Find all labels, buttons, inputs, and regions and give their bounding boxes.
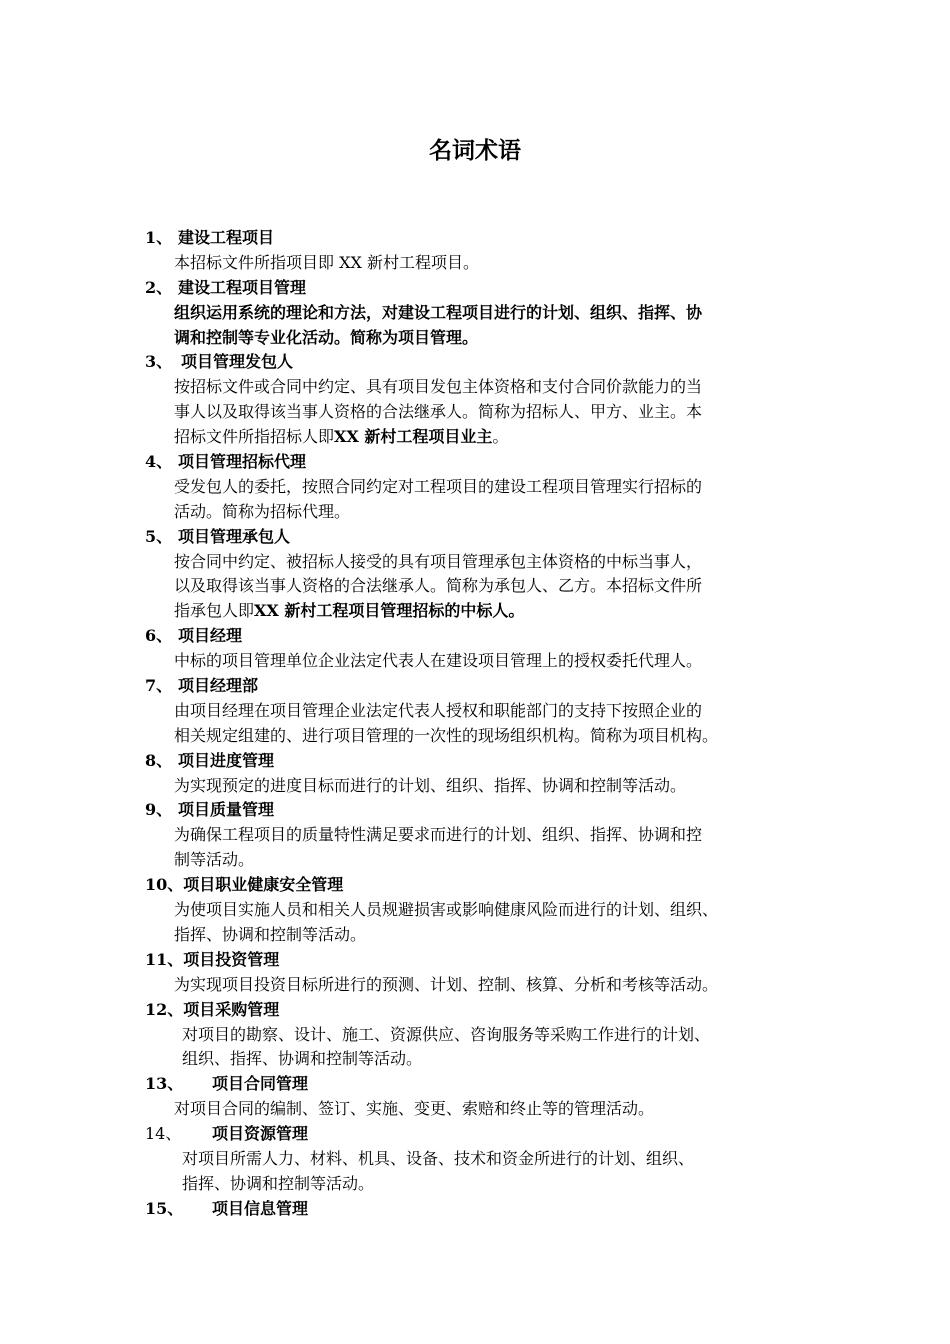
term-definition [0,1147,950,1197]
term-item [0,948,950,998]
definition-line: 相关规定组建的、进行项目管理的一次性的现场组织机构。简称为项目机构。 [174,725,719,745]
term-name: 建设工程项目 [178,228,275,247]
term-number-text: 12、 [145,999,184,1019]
term-name: 项目管理招标代理 [178,452,307,472]
term-definition [0,973,950,998]
term-name: 项目经理 [178,626,243,646]
term-number: 2、 [145,277,173,297]
definition-line: 组织、指挥、协调和控制等活动。 [182,1049,423,1069]
definition-line: 受发包人的委托，按照合同约定对工程项目的建设工程项目管理实行招标的 [174,476,703,496]
page-title: 名词术语 [429,137,521,164]
term-heading [0,948,950,973]
term-heading [0,350,950,375]
term-number: 9、 [145,800,173,820]
term-item [0,350,950,450]
term-item [0,276,950,351]
term-name: 项目资源管理 [212,1124,309,1144]
term-item [0,1122,950,1197]
term-name: 项目职业健康安全管理 [183,875,344,895]
term-heading [0,798,950,823]
term-item [0,674,950,749]
term-item [0,998,950,1073]
term-number: 14、 [145,1124,182,1144]
term-number-text: 11、 [145,949,184,969]
definition-line: 对项目所需人力、材料、机具、设备、技术和资金所进行的计划、组织、 [182,1148,695,1168]
term-item [0,525,950,625]
term-number: 6、 [145,626,173,646]
definition-line: 本招标文件所指项目即 XX 新村工程项目。 [174,252,479,272]
definition-line: 指挥、协调和控制等活动。 [182,1173,375,1193]
term-name: 项目管理发包人 [181,352,294,372]
term-name: 项目进度管理 [178,750,275,770]
term-heading [0,276,950,301]
term-name: 项目合同管理 [212,1074,309,1094]
term-definition [0,699,950,749]
term-definition [0,1023,950,1073]
definition-line: 以及取得该当事人资格的合法继承人。简称为承包人、乙方。本招标文件所 [174,576,703,596]
term-heading [0,525,950,550]
term-definition [0,774,950,799]
term-name: 项目质量管理 [178,800,275,820]
definition-line: 对项目合同的编制、签订、实施、变更、索赔和终止等的管理活动。 [174,1099,655,1119]
definition-line: 调和控制等专业化活动。简称为项目管理。 [174,327,479,347]
term-number: 5、 [145,526,173,546]
term-heading [0,998,950,1023]
term-definition [0,251,950,276]
definition-line [174,425,950,450]
definition-text: 招标文件所指招标人即 [174,427,335,447]
definition-line: 为实现项目投资目标所进行的预测、计划、控制、核算、分析和考核等活动。 [174,974,719,994]
term-name: 项目信息管理 [212,1198,309,1218]
definition-line: 按合同中约定、被招标人接受的具有项目管理承包主体资格的中标当事人， [174,551,703,571]
definition-line: 活动。简称为招标代理。 [174,501,351,521]
term-item [0,1072,950,1122]
term-definition [0,550,950,625]
term-item [0,1197,950,1222]
definition-line: 由项目经理在项目管理企业法定代表人授权和职能部门的支持下按照企业的 [174,700,703,720]
term-number [145,948,279,973]
term-name: 项目投资管理 [183,949,280,969]
term-heading [0,749,950,774]
term-definition [0,1097,950,1122]
term-heading [0,226,950,251]
term-number [145,998,279,1023]
term-name: 项目经理部 [178,676,259,696]
definition-text: 指承包人即 [174,601,255,621]
term-heading [0,873,950,898]
term-number: 7、 [145,676,173,696]
term-heading [0,624,950,649]
term-definition [0,301,950,351]
definition-line: 为使项目实施人员和相关人员规避损害或影响健康风险而进行的计划、组织、 [174,900,719,920]
term-item [0,450,950,525]
term-heading [0,674,950,699]
term-name: 项目管理承包人 [178,526,291,546]
term-number [145,873,343,898]
term-heading [0,1197,950,1222]
term-number: 13、 [145,1074,184,1094]
term-definition [0,375,950,450]
term-definition [0,475,950,525]
term-name: 项目采购管理 [183,999,280,1019]
term-item [0,624,950,674]
term-heading [0,1072,950,1097]
term-number: 3、 [145,352,173,372]
term-number-text: 10、 [145,875,184,895]
definition-emphasis: XX 新村工程项目业主 [334,427,493,447]
term-item [0,749,950,799]
term-name: 建设工程项目管理 [178,277,307,297]
term-definition [0,649,950,674]
definition-line: 组织运用系统的理论和方法，对建设工程项目进行的计划、组织、指挥、协 [174,302,703,322]
term-item [0,873,950,948]
definition-emphasis: XX 新村工程项目管理招标的中标人。 [254,601,525,621]
term-heading [0,1122,950,1147]
term-number: 1、 [145,228,173,247]
definition-line: 对项目的勘察、设计、施工、资源供应、咨询服务等采购工作进行的计划、 [182,1024,711,1044]
definition-line: 指挥、协调和控制等活动。 [174,924,367,944]
definition-line: 按招标文件或合同中约定、具有项目发包主体资格和支付合同价款能力的当 [174,377,703,397]
term-item [0,226,950,276]
term-definition [0,898,950,948]
term-number: 8、 [145,750,173,770]
term-heading [0,450,950,475]
term-definition [0,823,950,873]
definition-line [174,599,950,624]
definition-text: 。 [492,427,509,447]
term-number: 4、 [145,452,173,472]
term-item [0,798,950,873]
term-number: 15、 [145,1198,184,1218]
definition-line: 事人以及取得该当事人资格的合法继承人。简称为招标人、甲方、业主。本 [174,402,703,422]
term-list [0,226,950,1222]
definition-line: 制等活动。 [174,850,255,870]
definition-line: 为确保工程项目的质量特性满足要求而进行的计划、组织、指挥、协调和控 [174,825,703,845]
definition-line: 为实现预定的进度目标而进行的计划、组织、指挥、协调和控制等活动。 [174,775,687,795]
definition-line: 中标的项目管理单位企业法定代表人在建设项目管理上的授权委托代理人。 [174,651,703,671]
